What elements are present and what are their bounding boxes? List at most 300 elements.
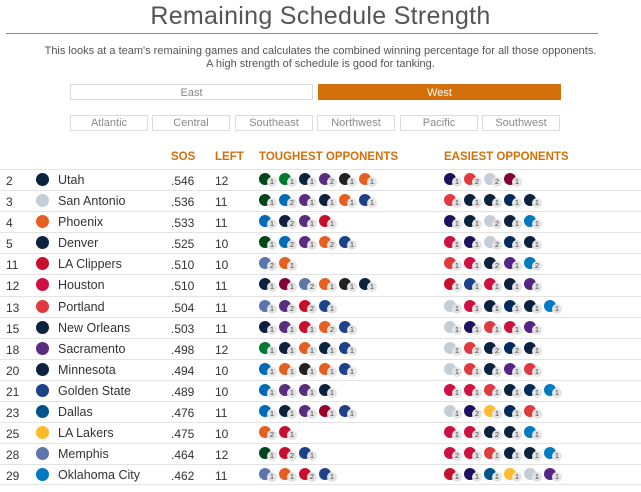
opponent-game-count: 1 (307, 367, 317, 377)
opponent-badge[interactable] (299, 277, 316, 293)
opponent-badge[interactable] (484, 193, 501, 209)
opponent-badge[interactable] (464, 172, 481, 188)
opponent-game-count: 1 (532, 282, 542, 292)
opponent-game-count: 1 (472, 304, 482, 314)
opponent-game-count: 1 (327, 219, 337, 229)
tab-west[interactable]: West (318, 84, 561, 100)
opponent-badge[interactable] (259, 446, 276, 462)
sos-cell: .494 (171, 363, 195, 378)
opponent-game-count: 2 (287, 219, 297, 229)
table-row[interactable] (0, 464, 641, 485)
opponent-badge[interactable] (444, 341, 461, 357)
opponent-badge[interactable] (319, 193, 336, 209)
easiest-opponents (444, 277, 541, 293)
opponent-badge[interactable] (464, 467, 481, 483)
opponent-badge[interactable] (279, 446, 296, 462)
opponent-badge[interactable] (484, 425, 501, 441)
opponent-badge[interactable] (544, 446, 561, 462)
opponent-badge[interactable] (339, 193, 356, 209)
opponent-game-count: 1 (347, 198, 357, 208)
division-northwest[interactable]: Northwest (317, 115, 395, 131)
opponent-game-count: 1 (512, 198, 522, 208)
opponent-game-count: 1 (287, 472, 297, 482)
toughest-opponents (259, 277, 376, 293)
opponent-game-count: 2 (472, 346, 482, 356)
team-name: Dallas (58, 405, 93, 420)
opponent-badge[interactable] (444, 446, 461, 462)
opponent-game-count: 1 (512, 177, 522, 187)
table-row[interactable] (0, 401, 641, 422)
opponent-badge[interactable] (464, 425, 481, 441)
opponent-game-count: 1 (512, 325, 522, 335)
opponent-badge[interactable] (339, 235, 356, 251)
team-logo-icon (36, 215, 49, 228)
opponent-badge[interactable] (504, 320, 521, 336)
opponent-game-count: 1 (267, 367, 277, 377)
team-name: Golden State (58, 383, 131, 398)
opponent-game-count: 2 (267, 261, 277, 271)
opponent-badge[interactable] (319, 277, 336, 293)
opponent-badge[interactable] (464, 299, 481, 315)
opponent-badge[interactable] (279, 235, 296, 251)
opponent-badge[interactable] (259, 425, 276, 441)
opponent-badge[interactable] (544, 467, 561, 483)
opponent-game-count: 1 (452, 261, 462, 271)
opponent-badge[interactable] (299, 320, 316, 336)
opponent-badge[interactable] (484, 383, 501, 399)
opponent-badge[interactable] (484, 341, 501, 357)
opponent-game-count: 1 (512, 240, 522, 250)
description-line-1: This looks at a team's remaining games and calculates the combined winning percentage for all those opponents. (44, 45, 597, 57)
rank-cell: 13 (6, 300, 20, 315)
opponent-badge[interactable] (444, 404, 461, 420)
games-left-cell: 10 (215, 384, 229, 399)
opponent-badge[interactable] (299, 446, 316, 462)
opponent-badge[interactable] (319, 235, 336, 251)
opponent-badge[interactable] (484, 446, 501, 462)
opponent-badge[interactable] (544, 299, 561, 315)
opponent-badge[interactable] (504, 446, 521, 462)
opponent-game-count: 2 (327, 325, 337, 335)
opponent-game-count: 1 (492, 325, 502, 335)
opponent-badge[interactable] (279, 362, 296, 378)
opponent-badge[interactable] (444, 235, 461, 251)
opponent-badge[interactable] (339, 277, 356, 293)
opponent-badge[interactable] (484, 404, 501, 420)
opponent-game-count: 1 (532, 472, 542, 482)
opponent-badge[interactable] (524, 299, 541, 315)
opponent-badge[interactable] (339, 404, 356, 420)
opponent-badge[interactable] (524, 404, 541, 420)
opponent-game-count: 1 (532, 388, 542, 398)
opponent-badge[interactable] (444, 383, 461, 399)
division-central[interactable]: Central (152, 115, 230, 131)
opponent-badge[interactable] (504, 214, 521, 230)
opponent-game-count: 1 (287, 325, 297, 335)
opponent-game-count: 1 (307, 240, 317, 250)
opponent-badge[interactable] (319, 362, 336, 378)
sos-cell: .489 (171, 384, 195, 399)
games-left-cell: 12 (215, 448, 229, 463)
opponent-badge[interactable] (484, 299, 501, 315)
opponent-badge[interactable] (299, 383, 316, 399)
opponent-badge[interactable] (319, 214, 336, 230)
opponent-badge[interactable] (259, 193, 276, 209)
opponent-game-count: 1 (267, 472, 277, 482)
opponent-game-count: 2 (327, 240, 337, 250)
opponent-game-count: 2 (267, 430, 277, 440)
opponent-badge[interactable] (319, 404, 336, 420)
opponent-badge[interactable] (464, 235, 481, 251)
sos-cell: .510 (171, 279, 195, 294)
team-name: Oklahoma City (58, 468, 140, 483)
header-left[interactable]: LEFT (215, 151, 244, 163)
rank-cell: 12 (6, 279, 20, 294)
sos-cell: .536 (171, 195, 195, 210)
table-row[interactable] (0, 253, 641, 274)
opponent-badge[interactable] (319, 299, 336, 315)
opponent-game-count: 1 (287, 177, 297, 187)
opponent-badge[interactable] (279, 467, 296, 483)
opponent-badge[interactable] (524, 193, 541, 209)
opponent-badge[interactable] (524, 256, 541, 272)
table-row[interactable] (0, 190, 641, 211)
opponent-badge[interactable] (319, 320, 336, 336)
opponent-badge[interactable] (259, 467, 276, 483)
opponent-badge[interactable] (319, 172, 336, 188)
opponent-badge[interactable] (484, 172, 501, 188)
opponent-badge[interactable] (464, 193, 481, 209)
opponent-badge[interactable] (524, 425, 541, 441)
opponent-badge[interactable] (504, 172, 521, 188)
opponent-game-count: 2 (452, 451, 462, 461)
opponent-badge[interactable] (504, 256, 521, 272)
opponent-game-count: 1 (452, 282, 462, 292)
opponent-game-count: 1 (532, 304, 542, 314)
opponent-badge[interactable] (299, 299, 316, 315)
opponent-badge[interactable] (359, 172, 376, 188)
opponent-badge[interactable] (524, 320, 541, 336)
team-logo-icon (36, 300, 49, 313)
easiest-opponents (444, 404, 541, 420)
opponent-badge[interactable] (259, 299, 276, 315)
opponent-game-count: 1 (367, 198, 377, 208)
opponent-game-count: 1 (452, 198, 462, 208)
opponent-game-count: 1 (347, 177, 357, 187)
opponent-game-count: 1 (512, 472, 522, 482)
opponent-badge[interactable] (359, 277, 376, 293)
rank-cell: 20 (6, 363, 20, 378)
table-row[interactable] (0, 338, 641, 359)
opponent-game-count: 1 (492, 409, 502, 419)
opponent-badge[interactable] (444, 467, 461, 483)
opponent-game-count: 1 (472, 198, 482, 208)
team-logo-icon (36, 426, 49, 439)
opponent-game-count: 1 (532, 325, 542, 335)
sos-cell: .504 (171, 300, 195, 315)
opponent-badge[interactable] (464, 341, 481, 357)
easiest-opponents (444, 425, 541, 441)
games-left-cell: 10 (215, 258, 229, 273)
opponent-badge[interactable] (484, 362, 501, 378)
sos-cell: .533 (171, 216, 195, 231)
opponent-badge[interactable] (279, 383, 296, 399)
opponent-badge[interactable] (524, 383, 541, 399)
table-row[interactable] (0, 359, 641, 380)
division-southeast[interactable]: Southeast (235, 115, 313, 131)
opponent-badge[interactable] (339, 341, 356, 357)
opponent-game-count: 1 (452, 177, 462, 187)
opponent-game-count: 1 (267, 451, 277, 461)
opponent-badge[interactable] (279, 193, 296, 209)
opponent-badge[interactable] (444, 320, 461, 336)
opponent-game-count: 1 (452, 409, 462, 419)
opponent-badge[interactable] (504, 235, 521, 251)
opponent-badge[interactable] (339, 172, 356, 188)
opponent-badge[interactable] (279, 320, 296, 336)
opponent-game-count: 1 (492, 304, 502, 314)
opponent-badge[interactable] (484, 235, 501, 251)
opponent-badge[interactable] (259, 362, 276, 378)
table-row[interactable] (0, 422, 641, 443)
opponent-badge[interactable] (464, 277, 481, 293)
team-name: Minnesota (58, 362, 116, 377)
opponent-badge[interactable] (259, 235, 276, 251)
opponent-game-count: 1 (452, 346, 462, 356)
opponent-game-count: 1 (452, 304, 462, 314)
opponent-badge[interactable] (504, 425, 521, 441)
opponent-game-count: 1 (327, 409, 337, 419)
table-row[interactable] (0, 380, 641, 401)
opponent-game-count: 1 (452, 325, 462, 335)
opponent-badge[interactable] (444, 362, 461, 378)
opponent-badge[interactable] (319, 383, 336, 399)
opponent-badge[interactable] (504, 404, 521, 420)
opponent-game-count: 2 (287, 304, 297, 314)
rank-cell: 5 (6, 237, 13, 252)
table-row[interactable] (0, 274, 641, 295)
opponent-badge[interactable] (259, 256, 276, 272)
opponent-badge[interactable] (464, 320, 481, 336)
opponent-game-count: 2 (492, 177, 502, 187)
tab-east[interactable]: East (70, 84, 313, 100)
opponent-badge[interactable] (504, 277, 521, 293)
table-row[interactable] (0, 169, 641, 190)
opponent-game-count: 1 (287, 367, 297, 377)
opponent-badge[interactable] (504, 341, 521, 357)
team-name: San Antonio (58, 194, 126, 209)
opponent-game-count: 1 (307, 451, 317, 461)
opponent-game-count: 1 (472, 388, 482, 398)
opponent-badge[interactable] (299, 404, 316, 420)
opponent-badge[interactable] (299, 214, 316, 230)
opponent-game-count: 1 (287, 388, 297, 398)
opponent-game-count: 1 (532, 367, 542, 377)
team-logo-icon (36, 321, 49, 334)
opponent-badge[interactable] (444, 214, 461, 230)
opponent-badge[interactable] (504, 193, 521, 209)
opponent-game-count: 2 (492, 240, 502, 250)
opponent-game-count: 2 (307, 472, 317, 482)
toughest-opponents (259, 404, 356, 420)
opponent-badge[interactable] (279, 341, 296, 357)
opponent-badge[interactable] (359, 193, 376, 209)
opponent-badge[interactable] (339, 362, 356, 378)
team-logo-icon (36, 194, 49, 207)
opponent-badge[interactable] (279, 256, 296, 272)
opponent-badge[interactable] (444, 299, 461, 315)
table-row[interactable] (0, 232, 641, 253)
opponent-badge[interactable] (299, 362, 316, 378)
easiest-opponents (444, 193, 541, 209)
opponent-badge[interactable] (504, 299, 521, 315)
opponent-badge[interactable] (279, 214, 296, 230)
opponent-badge[interactable] (504, 467, 521, 483)
team-logo-icon (36, 405, 49, 418)
opponent-badge[interactable] (259, 320, 276, 336)
opponent-badge[interactable] (484, 256, 501, 272)
opponent-badge[interactable] (504, 362, 521, 378)
opponent-badge[interactable] (524, 214, 541, 230)
opponent-badge[interactable] (524, 341, 541, 357)
opponent-game-count: 1 (492, 282, 502, 292)
table-row[interactable] (0, 211, 641, 232)
opponent-game-count: 1 (267, 177, 277, 187)
opponent-game-count: 1 (327, 304, 337, 314)
opponent-game-count: 2 (287, 198, 297, 208)
rank-cell: 18 (6, 342, 20, 357)
opponent-badge[interactable] (259, 172, 276, 188)
games-left-cell: 10 (215, 237, 229, 252)
opponent-badge[interactable] (259, 214, 276, 230)
division-southwest[interactable]: Southwest (482, 115, 560, 131)
opponent-game-count: 1 (267, 388, 277, 398)
opponent-game-count: 1 (472, 472, 482, 482)
opponent-badge[interactable] (484, 277, 501, 293)
opponent-badge[interactable] (299, 235, 316, 251)
opponent-badge[interactable] (524, 277, 541, 293)
opponent-badge[interactable] (279, 299, 296, 315)
opponent-badge[interactable] (464, 383, 481, 399)
opponent-badge[interactable] (299, 193, 316, 209)
opponent-badge[interactable] (444, 256, 461, 272)
opponent-game-count: 2 (492, 430, 502, 440)
opponent-badge[interactable] (484, 320, 501, 336)
opponent-game-count: 1 (532, 346, 542, 356)
easiest-opponents (444, 172, 521, 188)
opponent-badge[interactable] (299, 467, 316, 483)
opponent-game-count: 1 (347, 367, 357, 377)
opponent-game-count: 1 (307, 388, 317, 398)
table-row[interactable] (0, 296, 641, 317)
opponent-game-count: 1 (512, 282, 522, 292)
opponent-badge[interactable] (464, 446, 481, 462)
opponent-game-count: 1 (472, 367, 482, 377)
opponent-game-count: 1 (552, 472, 562, 482)
games-left-cell: 12 (215, 174, 229, 188)
opponent-badge[interactable] (524, 446, 541, 462)
easiest-opponents (444, 467, 561, 483)
opponent-game-count: 1 (552, 388, 562, 398)
table-row[interactable] (0, 317, 641, 338)
sos-cell: .546 (171, 174, 195, 188)
table-row[interactable] (0, 443, 641, 464)
opponent-badge[interactable] (279, 404, 296, 420)
toughest-opponents (259, 362, 356, 378)
opponent-badge[interactable] (319, 467, 336, 483)
opponent-badge[interactable] (259, 383, 276, 399)
opponent-game-count: 2 (472, 409, 482, 419)
opponent-game-count: 1 (367, 177, 377, 187)
opponent-badge[interactable] (259, 277, 276, 293)
opponent-badge[interactable] (524, 235, 541, 251)
toughest-opponents (259, 214, 336, 230)
opponent-badge[interactable] (524, 362, 541, 378)
games-left-cell: 11 (215, 195, 228, 210)
opponent-game-count: 1 (307, 409, 317, 419)
opponent-badge[interactable] (504, 383, 521, 399)
opponent-badge[interactable] (464, 256, 481, 272)
easiest-opponents (444, 446, 561, 462)
opponent-badge[interactable] (279, 277, 296, 293)
opponent-game-count: 1 (532, 240, 542, 250)
games-left-cell: 11 (215, 279, 228, 294)
opponent-badge[interactable] (299, 172, 316, 188)
opponent-badge[interactable] (444, 277, 461, 293)
opponent-badge[interactable] (444, 193, 461, 209)
opponent-game-count: 1 (472, 282, 482, 292)
opponent-badge[interactable] (464, 404, 481, 420)
opponent-game-count: 1 (267, 282, 277, 292)
toughest-opponents (259, 299, 336, 315)
opponent-badge[interactable] (484, 214, 501, 230)
opponent-badge[interactable] (279, 425, 296, 441)
opponent-game-count: 2 (472, 430, 482, 440)
team-logo-icon (36, 447, 49, 460)
opponent-game-count: 1 (367, 282, 377, 292)
opponent-game-count: 2 (492, 219, 502, 229)
team-name: Denver (58, 236, 99, 251)
opponent-game-count: 1 (512, 304, 522, 314)
division-atlantic[interactable]: Atlantic (70, 115, 148, 131)
opponent-badge[interactable] (279, 172, 296, 188)
header-sos[interactable]: SOS (171, 151, 196, 163)
opponent-badge[interactable] (484, 467, 501, 483)
sos-cell: .476 (171, 406, 195, 421)
opponent-game-count: 1 (327, 388, 337, 398)
opponent-badge[interactable] (339, 320, 356, 336)
division-pacific[interactable]: Pacific (400, 115, 478, 131)
opponent-badge[interactable] (299, 341, 316, 357)
opponent-badge[interactable] (464, 214, 481, 230)
opponent-game-count: 1 (512, 451, 522, 461)
opponent-badge[interactable] (444, 172, 461, 188)
opponent-badge[interactable] (524, 467, 541, 483)
opponent-game-count: 1 (492, 367, 502, 377)
games-left-cell: 11 (215, 300, 228, 315)
toughest-opponents (259, 467, 336, 483)
games-left-cell: 11 (215, 321, 228, 336)
opponent-game-count: 1 (287, 282, 297, 292)
opponent-badge[interactable] (319, 341, 336, 357)
opponent-badge[interactable] (259, 341, 276, 357)
opponent-badge[interactable] (544, 383, 561, 399)
toughest-opponents (259, 235, 356, 251)
opponent-badge[interactable] (444, 425, 461, 441)
opponent-badge[interactable] (259, 404, 276, 420)
opponent-game-count: 1 (512, 430, 522, 440)
opponent-badge[interactable] (464, 362, 481, 378)
